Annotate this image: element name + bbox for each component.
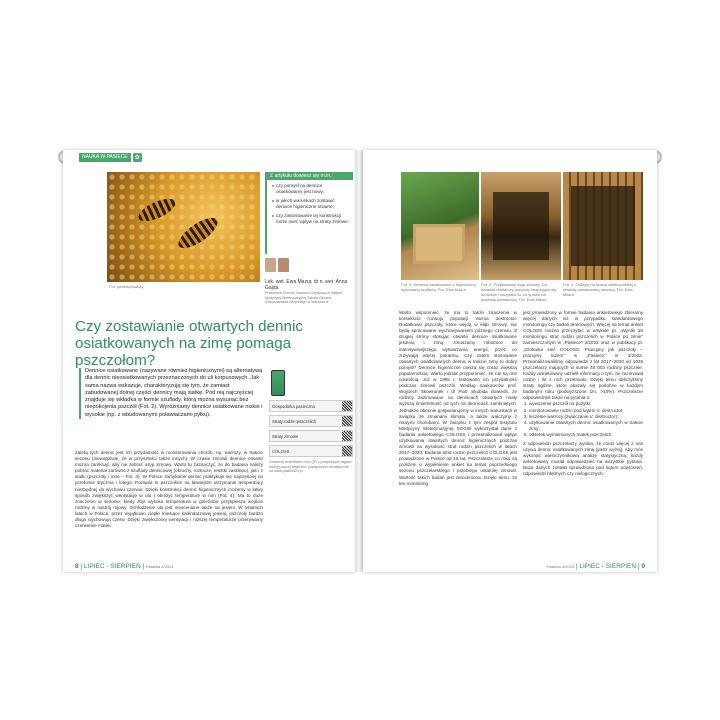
article-body-column: Zaletą tych dennic jest ich przydatność w monitorowaniu chorób, np. warrozy, w trakcie sezonu (niewątpliwie, że w przyszłości także innych). W czasie zimowli dennice otwarte można zamknąć, aby nie zebrać osyp zimowy. Warto tu zaznaczyć, że do badania należy pobrać materiał zarówno z szuflady dennicowej (okruchy, roztocze, resztki zasklepu), jak i z siatki (pszczoły i inne – Fot. 3). W Polsce zamykanie dennic praktykuje się najczęściej na przełomie stycznia i lutego. Pozwala to pszczołom na łatwiejsze utrzymanie temperatury niezbędnej do wychowu czerwiu. Dzięki konstrukcji dennic higienicznych możemy w łatwy sposób zwiększyć wentylację w ulu i obniżyć temperaturę w nim (Fot. 4). Ma to duże znaczenie w sezonie, kiedy zbyt wysoka temperatura w gnieździe przyspiesza wejście rodziny w nastrój rojowy. Ochłodzenie ula jest nieocenione także na jesieni. W ostatnich latach w Polsce, przez wyjątkowo ciepłe miesiące kalendarzowej jesieni, pszczoły bardzo długo wychowują czerw. Dzięki zwiększonej wentylacji i niższej temperaturze przerywamy czerwienie matek.	[75, 450, 263, 529]
qr-code-icon	[342, 446, 352, 456]
key-point: czy pomysł na dennice osiatkowanej jest nowy;	[272, 183, 350, 195]
tag-item[interactable]: COLOSS	[269, 445, 353, 457]
key-point: w jakich warunkach zostawić dennice higieniczne otwarte;	[272, 198, 350, 210]
key-points-header: Z artykułu dowiesz się m.in.:	[267, 172, 353, 180]
left-page	[63, 150, 355, 572]
page-number-right: Pasieka 4/2023 | LIPIEC - SIERPIEŃ | 9	[546, 563, 645, 570]
hero-caption: Fot. pexels/pixabay	[109, 284, 144, 289]
related-tags-box	[269, 400, 353, 474]
article-title: Czy zostawianie otwartych dennic osiatkowanych na zimę pomaga pszczołom?	[75, 318, 303, 369]
photo-caption: Fot. 3. Przykładowy osyp zimowy. Do badania dostarczy pszczoły znajdujące się na siatce i wszystko to, co spadło na szufladę pomiarową. Fot. Ewa Mazur	[481, 282, 557, 302]
list-item: 3. leczenie warrozy (zwalczanie V. destructor);	[529, 414, 643, 420]
smartphone-icon	[271, 370, 285, 396]
tags-note: Zeskanuj smartfonem kod QR z powyższych tagów i dotrzyj więcej artykułów powiązanych tematycznie na www.pasieka24.pl	[269, 460, 353, 473]
tag-item[interactable]: Straty zimowe	[269, 430, 353, 442]
list-item: 2. monitorowanie rodzin pod kątem V. destructor;	[529, 408, 643, 414]
qr-code-icon	[342, 431, 352, 441]
tag-item[interactable]: Straty rodzin pszczelich	[269, 415, 353, 427]
photo-caption: Fot. 4. Odkryty na lipnicę wielkopolskiej z otwartą osiatkowaną dennicą. Fot. Ewa Mazur	[563, 282, 636, 297]
key-point: czy zastosowanie tej konstrukcji może mieć wpływ na straty zimowe.	[272, 213, 350, 225]
bee-icon: ✿	[134, 154, 140, 161]
list-item: 1. wywożenie pszczół na pożytki;	[529, 401, 643, 407]
article-body-column	[523, 310, 643, 478]
photo-caption: Fot. 2. Dennica osiatkowana z higieniczną wysuwaną szufladą. Fot. Ewa Mazur	[401, 282, 476, 292]
author-photo	[278, 258, 289, 272]
column-text-end: Z odpowiedzi pszczelarzy wynika, że coraz więcej z nas używa dennic osiatkowanych zimą (patrz wyżej). Aby móc wykonać wieloczynnikową analizę statystyczną, każdy ankietowany musiał odpowiedzieć na wszystkie pytania. Baza danych została sprawdzona pod kątem powtórzeń, odpowiedzi błędnych czy nielogicznych.	[523, 440, 643, 477]
qr-code-icon	[342, 401, 352, 411]
authors-block	[265, 258, 353, 305]
book-spine	[355, 150, 363, 572]
photo-ul-otwarty	[563, 172, 643, 280]
page-number-left: 8 | LIPIEC - SIERPIEŃ | Pasieka 4/2023	[75, 563, 174, 570]
survey-questions-list	[523, 401, 643, 438]
column-text: jest prowadzony w formie badania ankietowego zbieramy więcej danych niż w przypadku standardowego monitoringu czy badań terenowych. Więcej na temat ankiet COLOSS można przeczytać w artykule pt. „Wyniki 16 monitoringu strat rodzin pszczelich w Polsce po zimie” zamieszczonym w „Pasiece” 3/2023 oraz w publikacji pt. „Globalna sieć COLOSS: Pracujmy jak pszczoły – pracujmy razem” w „Pasiece” nr 3/2022. Przeanalizowaliśmy odpowiedzi z lat 2017–2020 od 1035 pszczelarzy mających w sumie 40 003 rodziny pszczele. Każdy ankietowany udzielił informacji o tym, ile zazimował rodzin i ile z nich przetrwało. Dzięki temu obliczyliśmy straty ogólne, które okazały się podobne w każdym badanym roku (podwyższone tzn. >10%). Pszczelarze odpowiedzieli także na pytania o:	[523, 310, 644, 401]
section-tag	[79, 152, 142, 162]
qr-code-icon	[342, 416, 352, 426]
author-names: Lek. wet. Ewa Mazur, dr n. wet. Anna Gajda	[265, 279, 348, 291]
section-tag-label: NAUKA W PASIECE	[79, 153, 131, 162]
hero-photo-bees	[107, 172, 260, 282]
list-item: 4. użytkowanie otwartych dennic osiatkowanych w trakcie zimy;	[529, 420, 643, 432]
photo-osyp-zimowy	[481, 172, 561, 280]
author-photo	[265, 258, 276, 272]
right-page	[363, 150, 657, 572]
tag-item[interactable]: Gospodarka pasieczna	[269, 400, 353, 412]
author-affiliation: Pracownia Chorób Owadów Użytkowych Instytut Medycyny Weterynaryjnej Szkoła Główna Gospodarstwa Wiejskiego w Warszawie	[265, 291, 343, 304]
photo-dennica	[401, 172, 479, 280]
key-points-box	[265, 172, 353, 254]
article-body-column: Warto wspomnieć, że ma to także znaczenie w kontekście rozwoju populacji Varroa destructor. Dodatkowo pszczoły, które wejdą w kłąb zimowy, nie będą spracowane wychowywaniem późnego czerwiu. Z drugiej strony stosując otwarte dennice osiatkowane jesienią i zimą, zmuszamy robotnice do intensywniejszego wytwarzania energii, przez co zużywają więcej pokarmu. Czy zatem stosowanie otwartych osiatkowanych dennic w trakcie zimy to dobry pomysł? Dennice higieniczne cieszą się coraz większą popularnością. Warto jednak przypomnieć, że nie są one nowością. Już w 1995 r. testowano ich przydatność podczas zimowli pszczół. Według naukowców prof. Wojciech Skowronek i dr Piotr Skubida dowiedli, że rodziny zazimowane na dennicach otwartych miały wyższą śmiertelność od tych na dennicach zamkniętych. Jednakże obecnie gospodarujemy w innych warunkach w związku ze zmianami klimatu, a także walczymy z nowymi chorobami. W związku z tym zespół Instytutu Medycyny Weterynaryjnej SGGW wykorzystał dane z badania ankietowego COLOSS i przeanalizował wpływ użytkowania otwartych dennic higienicznych podczas zimowli na wysokość strat rodzin pszczelich w latach 2017–2020. Badanie strat rodzin pszczelich COLOSS jest prowadzone w Polsce od 16 lat. Pszczelarze co roku są proszeni o wypełnienie ankiet na temat poprzedniego sezonu pszczelarskiego i przebiegu ostatniej zimowli. Wartość takich badań jest nieoceniona. Dzięki temu, że ten monitoring	[399, 310, 517, 486]
list-item: 5. odsetek wymienionych matek pszczelich.	[529, 432, 643, 438]
article-lead: Dennice osiatkowane (nazywane również higienicznymi) są alternatywą dla dennic nieosiatkowanych przeznaczonych do uli korpusowych. Jak sama nazwa wskazuje, charakteryzują się tym, że zamiast zabudowanej dolnej części dennicy mają siatkę. Pod nią najczęściej znajduje się wkładka w formie szuflady, którą można wysunąć bez niepokojenia pszczół (Fot. 2). Wyróżniamy dennice osiatkowane niskie i wysokie (np. z wbudowanymi poławiaczami pyłku).	[79, 368, 263, 419]
